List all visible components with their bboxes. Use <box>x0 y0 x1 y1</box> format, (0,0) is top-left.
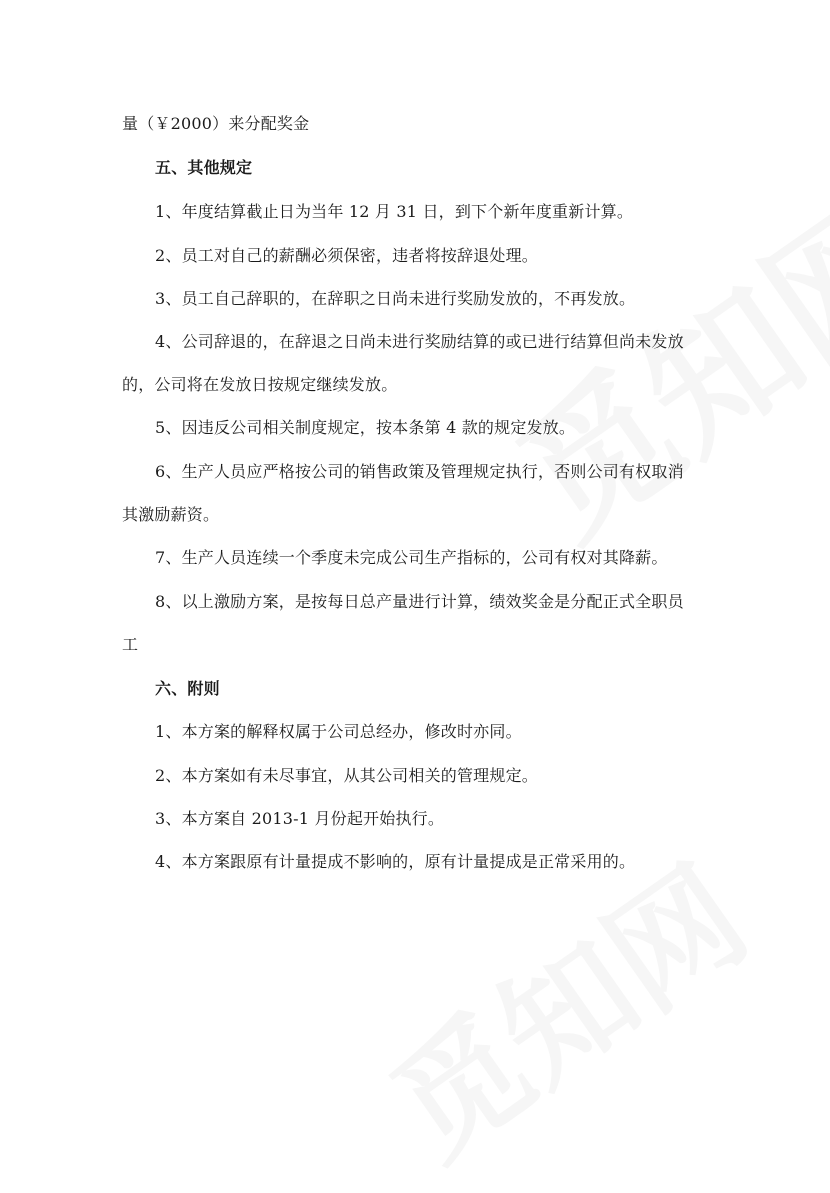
section-5-item-5: 5、因违反公司相关制度规定，按本条第 4 款的规定发放。 <box>155 418 576 437</box>
section-5-item-2: 2、员工对自己的薪酬必须保密，违者将按辞退处理。 <box>155 246 538 265</box>
section-6-heading: 六、附则 <box>155 679 220 698</box>
section-5-item-8: 8、以上激励方案，是按每日总产量进行计算，绩效奖金是分配正式全职员 <box>155 592 684 611</box>
section-6-item-4: 4、本方案跟原有计量提成不影响的，原有计量提成是正常采用的。 <box>155 852 636 871</box>
section-6-item-1: 1、本方案的解释权属于公司总经办，修改时亦同。 <box>155 722 522 741</box>
section-5-item-6-continued: 其激励薪资。 <box>122 505 220 524</box>
section-5-item-6: 6、生产人员应严格按公司的销售政策及管理规定执行，否则公司有权取消 <box>155 462 684 481</box>
continuation-line: 量（￥2000）来分配奖金 <box>122 114 310 133</box>
section-5-item-7: 7、生产人员连续一个季度未完成公司生产指标的，公司有权对其降薪。 <box>155 548 668 567</box>
section-5-item-4-continued: 的，公司将在发放日按规定继续发放。 <box>122 375 398 394</box>
section-5-item-3: 3、员工自己辞职的，在辞职之日尚未进行奖励发放的，不再发放。 <box>155 289 636 308</box>
section-5-item-1: 1、年度结算截止日为当年 12 月 31 日，到下个新年度重新计算。 <box>155 202 634 221</box>
section-5-heading: 五、其他规定 <box>155 158 253 177</box>
section-6-item-3: 3、本方案自 2013-1 月份起开始执行。 <box>155 809 445 828</box>
section-5-item-4: 4、公司辞退的，在辞退之日尚未进行奖励结算的或已进行结算但尚未发放 <box>155 332 684 351</box>
section-5-item-8-continued: 工 <box>122 635 139 654</box>
section-6-item-2: 2、本方案如有未尽事宜，从其公司相关的管理规定。 <box>155 766 538 785</box>
watermark <box>350 816 777 1193</box>
